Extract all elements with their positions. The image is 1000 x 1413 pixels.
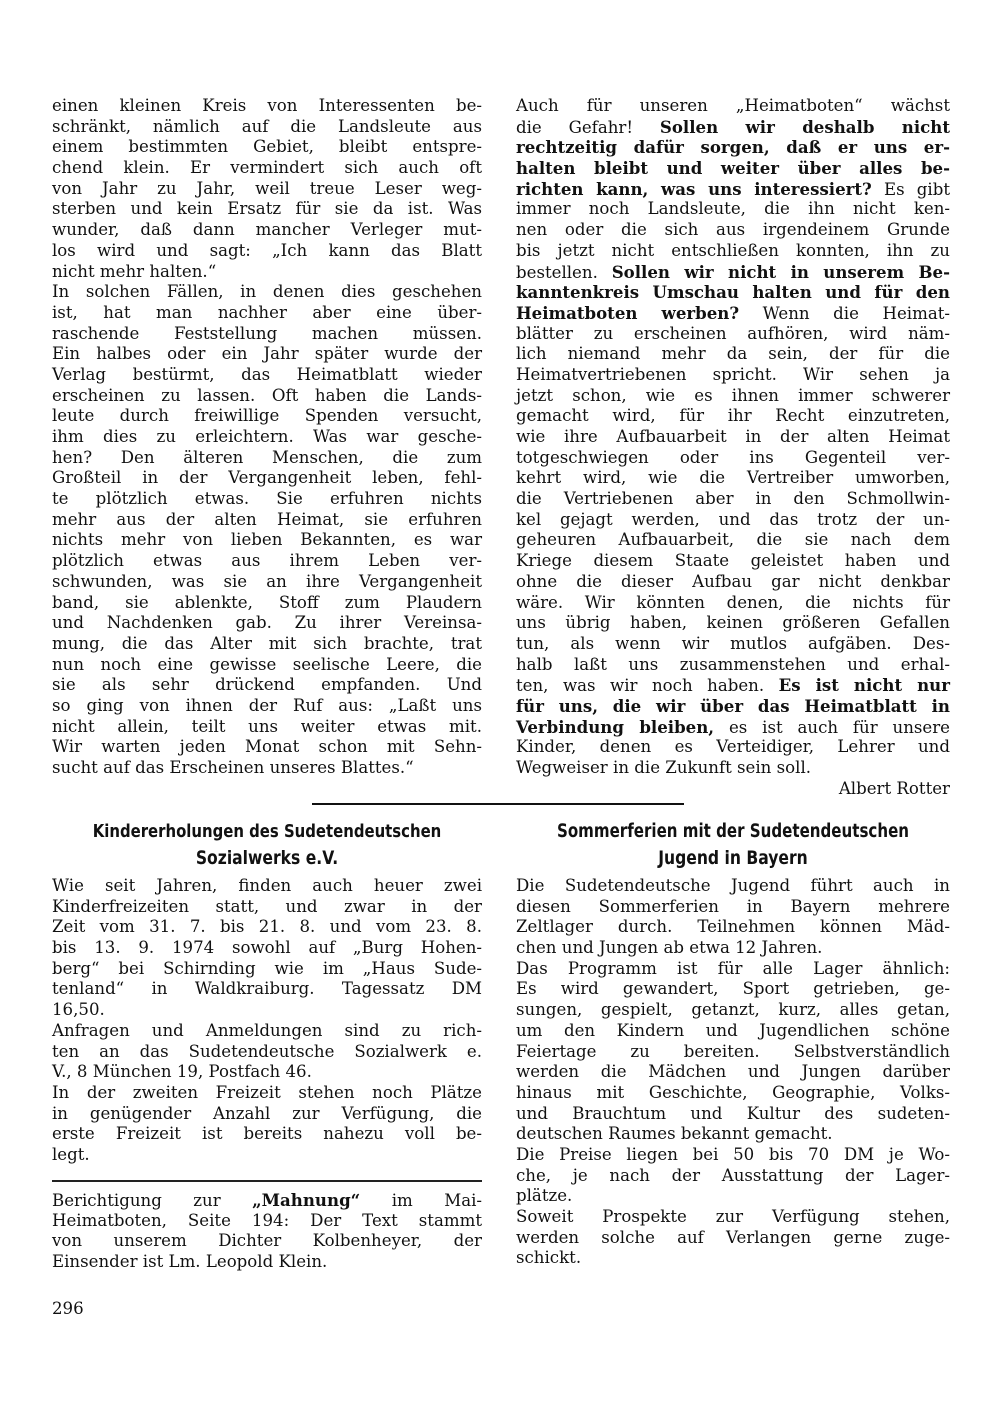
text-line: In solchen Fällen, in denen dies geschehen (52, 282, 482, 302)
author-signature: Albert Rotter (838, 778, 950, 798)
text-line: ten an das Sudetendeutsche Sozialwerk e. (52, 1041, 482, 1061)
text-line: totgeschwiegen oder ins Gegenteil ver- (516, 447, 950, 467)
text-line: wäre. Wir könnten denen, die nichts für (516, 592, 950, 612)
text-line: Kinder, denen es Verteidiger, Lehrer und (516, 737, 950, 757)
text-line: immer noch Landsleute, die ihn nicht ken- (516, 199, 950, 219)
text-line: Anfragen und Anmeldungen sind zu rich- (52, 1020, 482, 1040)
text-line: rechtzeitig dafür sorgen, daß er uns er- (516, 137, 950, 158)
text-line: so ging von ihnen der Ruf aus: „Laßt uns (52, 695, 482, 715)
text-line: Kinderfreizeiten statt, und zwar in der (52, 896, 482, 916)
text-line: geheuren Aufbauarbeit, die sie nach dem (516, 530, 950, 550)
text-line: plätze. (516, 1186, 573, 1206)
text-line: nen oder die sich aus irgendeinem Grunde (516, 220, 950, 240)
text-line: schickt. (516, 1248, 582, 1268)
text-line: Großteil in der Vergangenheit leben, fehl- (52, 468, 482, 488)
text-line (516, 117, 950, 138)
text-line: chend klein. Er vermindert sich auch oft (52, 158, 482, 178)
text-line: Heimatboten, Seite 194: Der Text stammt (52, 1210, 482, 1230)
bold-text-span: Sollen wir nicht in unserem Be- (611, 261, 950, 282)
text-line: erscheinen zu lassen. Oft haben die Lands- (52, 385, 482, 405)
text-line: Das Programm ist für alle Lager ähnlich: (516, 958, 950, 978)
text-line: sterben und kein Ersatz für sie da ist. Was (52, 199, 482, 219)
text-line: chen und Jungen ab etwa 12 Jahren. (516, 938, 823, 958)
text-line: einen kleinen Kreis von Interessenten be- (52, 96, 482, 115)
text-line: Heimatvertriebenen spricht. Wir sehen ja (516, 364, 950, 384)
text-line: nicht allein, teilt uns weiter etwas mit. (52, 716, 482, 736)
text-line: Wie seit Jahren, finden auch heuer zwei (52, 876, 482, 895)
text-line: uns übrig haben, keinen größeren Gefallen (516, 613, 950, 633)
correction-divider (52, 1180, 482, 1182)
article3-heading-line2: Jugend in Bayern (658, 847, 808, 869)
text-line: sucht auf das Erscheinen unseres Blattes.“ (52, 758, 414, 777)
text-line: ohne die dieser Aufbau gar nicht denkbar (516, 571, 950, 591)
text-line: nun noch eine gewisse seelische Leere, die (52, 654, 482, 674)
text-line: nicht mehr halten.“ (52, 261, 217, 281)
bold-text-span: Verbindung bleiben, (516, 716, 715, 737)
text-line: und Brauchtum und Kultur des sudeten- (516, 1103, 950, 1123)
text-line: legt. (52, 1144, 90, 1164)
text-line: Die Preise liegen bei 50 bis 70 DM je Wo- (516, 1144, 950, 1164)
text-line: V., 8 München 19, Postfach 46. (52, 1062, 312, 1082)
text-line: wunder, daß dann mancher Verleger mut- (52, 220, 482, 240)
text-span: ten, was wir noch haben. (516, 676, 779, 696)
article2-column (52, 819, 482, 1166)
text-line: ist, hat man nachher aber eine über- (52, 302, 482, 322)
article1-right-column (516, 96, 950, 799)
text-line: Ein halbes oder ein Jahr später wurde der (52, 344, 482, 364)
text-line: von Jahr zu Jahr, weil treue Leser weg- (52, 178, 482, 198)
text-line: kehrt wird, wie die Vertreiber umworben, (516, 468, 950, 488)
article2-heading-line1: Kindererholungen des Sudetendeutschen (92, 821, 442, 842)
text-line: blätter zu erscheinen aufhören, wird näm- (516, 323, 950, 343)
text-line: tun, als wenn wir mutlos aufgäben. Des- (516, 633, 950, 653)
text-line: kel gejagt werden, und das trotz der un- (516, 509, 950, 529)
text-line: lich niemand mehr da sein, der für die (516, 344, 950, 364)
text-line: In der zweiten Freizeit stehen noch Plätze (52, 1082, 482, 1102)
text-line: Zeltlager durch. Teilnehmen können Mäd- (516, 917, 950, 937)
section-divider (312, 803, 684, 805)
text-span: die Gefahr! (516, 117, 660, 137)
text-line: tenland“ in Waldkraiburg. Tagessatz DM (52, 979, 482, 999)
text-line: Auch für unseren „Heimatboten“ wächst (516, 96, 950, 115)
text-span: Wenn die Heimat- (739, 303, 950, 323)
text-span: es ist auch für unsere (714, 717, 950, 737)
text-line: die Vertriebenen aber in den Schmollwin- (516, 489, 950, 509)
text-line: Verlag bestürmt, das Heimatblatt wieder (52, 364, 482, 384)
text-line: nichts mehr von lieben Bekannten, es war (52, 530, 482, 550)
text-line: diesen Sommerferien in Bayern mehrere (516, 896, 950, 916)
text-line: berg“ bei Schirnding wie im „Haus Sude- (52, 958, 482, 978)
text-line: halb laßt uns zusammenstehen und erhal- (516, 654, 950, 674)
text-line: raschende Feststellung machen müssen. (52, 323, 482, 343)
text-line: los wird und sagt: „Ich kann das Blatt (52, 240, 482, 260)
text-line: erste Freizeit ist bereits nahezu voll be- (52, 1124, 482, 1144)
text-line: wie ihre Aufbauarbeit in der alten Heimat (516, 427, 950, 446)
text-span: bestellen. (516, 262, 612, 282)
text-line: jetzt schon, wie es ihnen immer schwerer (516, 385, 950, 405)
correction-note (52, 1190, 482, 1273)
article3-heading-line1: Sommerferien mit der Sudetendeutschen (556, 821, 910, 842)
text-line: Die Sudetendeutsche Jugend führt auch in (516, 876, 950, 895)
text-line: Wegweiser in die Zukunft sein soll. (516, 758, 812, 777)
text-line: mehr aus der alten Heimat, sie erfuhren (52, 509, 482, 529)
text-line: kanntenkreis Umschau halten und für den (516, 282, 950, 303)
bold-text-span: Heimatboten werben? (516, 302, 740, 323)
text-line: ihm dies zu erleichtern. Was war gesche- (52, 427, 482, 446)
article1-left-column (52, 96, 482, 779)
text-line: gemacht wird, für ihr Recht einzutreten, (516, 406, 950, 426)
text-line (52, 1190, 482, 1211)
text-line: Einsender ist Lm. Leopold Klein. (52, 1252, 328, 1272)
text-line: bis jetzt nicht entschließen konnten, ihn zu (516, 240, 950, 260)
text-line: Wir warten jeden Monat schon mit Sehn- (52, 737, 482, 757)
text-line: sungen, gespielt, getanzt, kurz, alles getan, (516, 1000, 950, 1020)
text-line: schränkt, nämlich auf die Landsleute aus (52, 116, 482, 136)
text-line: Es wird gewandert, Sport getrieben, ge- (516, 979, 950, 999)
text-span: im Mai- (360, 1191, 482, 1210)
text-line: 16,50. (52, 1000, 105, 1020)
text-line: und Nachdenken gab. Zu ihrer Vereinsa- (52, 613, 482, 633)
text-line: einem bestimmten Gebiet, bleibt entspre- (52, 137, 482, 157)
text-line: sie als sehr drückend empfanden. Und (52, 675, 482, 695)
text-line: deutschen Raumes bekannt gemacht. (516, 1124, 833, 1144)
text-span: Berichtigung zur (52, 1191, 253, 1210)
text-line: mung, die das Alter mit sich brachte, trat (52, 633, 482, 653)
text-line: um den Kindern und Jugendlichen schöne (516, 1020, 950, 1040)
text-line (516, 262, 950, 283)
text-line: hinaus mit Geschichte, Geographie, Volks- (516, 1082, 950, 1102)
text-line (516, 717, 950, 738)
text-line: von unserem Dichter Kolbenheyer, der (52, 1231, 482, 1251)
text-line: Kriege diesem Staate geleistet haben und (516, 551, 950, 571)
text-line: schwunden, was sie an ihre Vergangenheit (52, 571, 482, 591)
text-line (516, 675, 950, 696)
text-line: che, je nach der Ausstattung der Lager- (516, 1165, 950, 1185)
page-number: 296 (52, 1299, 84, 1318)
bold-text-span: richten kann, was uns interessiert? (516, 178, 872, 199)
text-line: te plötzlich etwas. Sie erfuhren nichts (52, 489, 482, 509)
text-line: hen? Den älteren Menschen, die zum (52, 447, 482, 467)
bold-text-span: „Mahnung“ (252, 1190, 361, 1210)
text-line: leute durch freiwillige Spenden versucht, (52, 406, 482, 426)
text-line (516, 303, 950, 324)
text-line: Soweit Prospekte zur Verfügung stehen, (516, 1207, 950, 1226)
text-line: in genügender Anzahl zur Verfügung, die (52, 1103, 482, 1123)
text-line: werden solche auf Verlangen gerne zuge- (516, 1227, 950, 1247)
text-line: Feiertage zu bereiten. Selbstverständlich (516, 1041, 950, 1061)
text-line: halten bleibt und weiter über alles be- (516, 158, 950, 179)
text-line: für uns, die wir über das Heimatblatt in (516, 695, 950, 716)
text-line (516, 179, 950, 200)
article3-column (516, 819, 950, 1269)
bold-text-span: Sollen wir deshalb nicht (659, 116, 950, 137)
text-line: werden die Mädchen und Jungen darüber (516, 1062, 950, 1082)
text-line: bis 13. 9. 1974 sowohl auf „Burg Hohen- (52, 938, 482, 958)
text-line: band, sie ablenkte, Stoff zum Plaudern (52, 592, 482, 612)
text-line: Zeit vom 31. 7. bis 21. 8. und vom 23. 8. (52, 917, 482, 937)
article2-heading-line2: Sozialwerks e.V. (195, 847, 339, 869)
text-line: plötzlich etwas aus ihrem Leben ver- (52, 551, 482, 571)
bold-text-span: Es ist nicht nur (778, 675, 950, 696)
text-span: Es gibt (871, 179, 950, 199)
